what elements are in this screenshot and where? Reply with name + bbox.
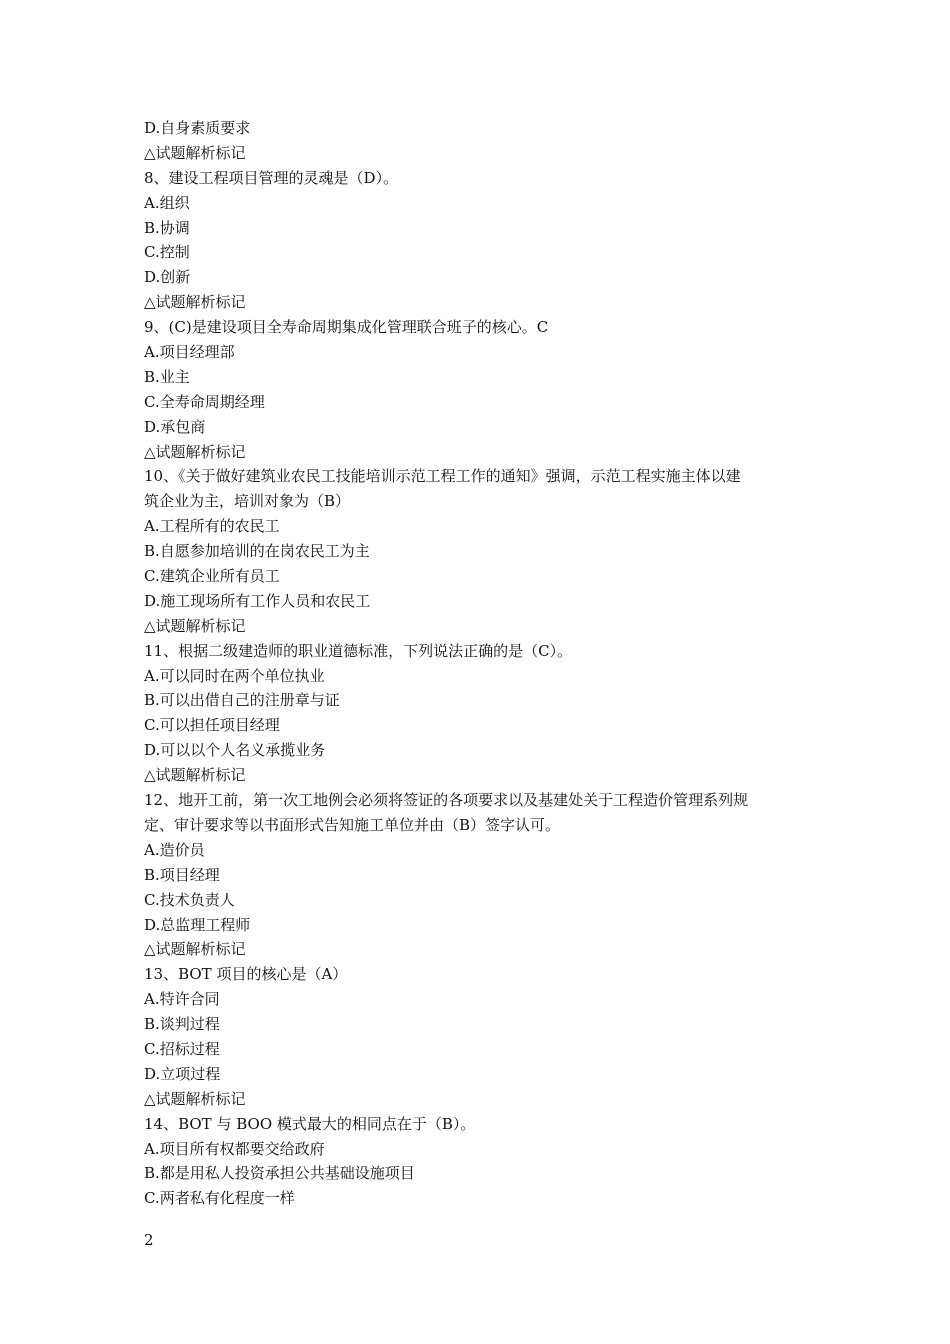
text-line: 12、地开工前，第一次工地例会必须将签证的各项要求以及基建处关于工程造价管理系列规 xyxy=(144,791,749,810)
text-line: △试题解析标记 xyxy=(144,766,246,785)
text-line: C.技术负责人 xyxy=(144,890,235,909)
text-line: D.承包商 xyxy=(144,417,206,436)
text-line: A.项目所有权都要交给政府 xyxy=(144,1139,325,1158)
text-line: 9、(C)是建设项目全寿命周期集成化管理联合班子的核心。C xyxy=(144,318,549,337)
text-line: C.建筑企业所有员工 xyxy=(144,567,280,586)
text-line: A.项目经理部 xyxy=(144,343,235,362)
text-line: 8、建设工程项目管理的灵魂是（D）。 xyxy=(144,168,399,187)
text-line: D.施工现场所有工作人员和农民工 xyxy=(144,591,371,610)
text-line: B.项目经理 xyxy=(144,865,220,884)
text-line: A.造价员 xyxy=(144,840,205,859)
text-line: △试题解析标记 xyxy=(144,442,246,461)
text-line: 14、BOT 与 BOO 模式最大的相同点在于（B）。 xyxy=(144,1114,476,1133)
text-line: 定、审计要求等以书面形式告知施工单位并由（B）签字认可。 xyxy=(144,815,561,834)
text-line: B.都是用私人投资承担公共基础设施项目 xyxy=(144,1164,415,1183)
text-line: 13、BOT 项目的核心是（A） xyxy=(144,965,348,984)
text-line: B.可以出借自己的注册章与证 xyxy=(144,691,340,710)
text-line: 筑企业为主，培训对象为（B） xyxy=(144,492,351,511)
text-line: D.可以以个人名义承揽业务 xyxy=(144,741,326,760)
page-number: 2 xyxy=(144,1231,154,1249)
text-line: D.立项过程 xyxy=(144,1064,221,1083)
page-body xyxy=(144,116,816,1211)
text-line: A.特许合同 xyxy=(144,990,220,1009)
text-line: 11、根据二级建造师的职业道德标准，下列说法正确的是（C）。 xyxy=(144,641,573,660)
text-line: △试题解析标记 xyxy=(144,940,246,959)
text-line: C.可以担任项目经理 xyxy=(144,716,280,735)
text-line: D.自身素质要求 xyxy=(144,119,251,137)
text-line: △试题解析标记 xyxy=(144,1089,246,1108)
text-line: B.自愿参加培训的在岗农民工为主 xyxy=(144,542,370,561)
text-line: D.总监理工程师 xyxy=(144,915,251,934)
text-line: A.组织 xyxy=(144,193,190,212)
text-line: 10、《关于做好建筑业农民工技能培训示范工程工作的通知》强调，示范工程实施主体以建 xyxy=(144,467,741,486)
text-line: C.两者私有化程度一样 xyxy=(144,1189,295,1208)
text-line: B.谈判过程 xyxy=(144,1015,220,1034)
text-line: C.招标过程 xyxy=(144,1039,220,1058)
text-line: A.工程所有的农民工 xyxy=(144,517,280,536)
text-line: △试题解析标记 xyxy=(144,293,246,312)
text-line: C.控制 xyxy=(144,243,190,262)
text-line: B.协调 xyxy=(144,218,190,237)
text-line: B.业主 xyxy=(144,367,190,386)
text-line: C.全寿命周期经理 xyxy=(144,392,265,411)
text-line: D.创新 xyxy=(144,268,191,287)
text-line: △试题解析标记 xyxy=(144,143,246,162)
text-line: △试题解析标记 xyxy=(144,616,246,635)
text-line: A.可以同时在两个单位执业 xyxy=(144,666,325,685)
